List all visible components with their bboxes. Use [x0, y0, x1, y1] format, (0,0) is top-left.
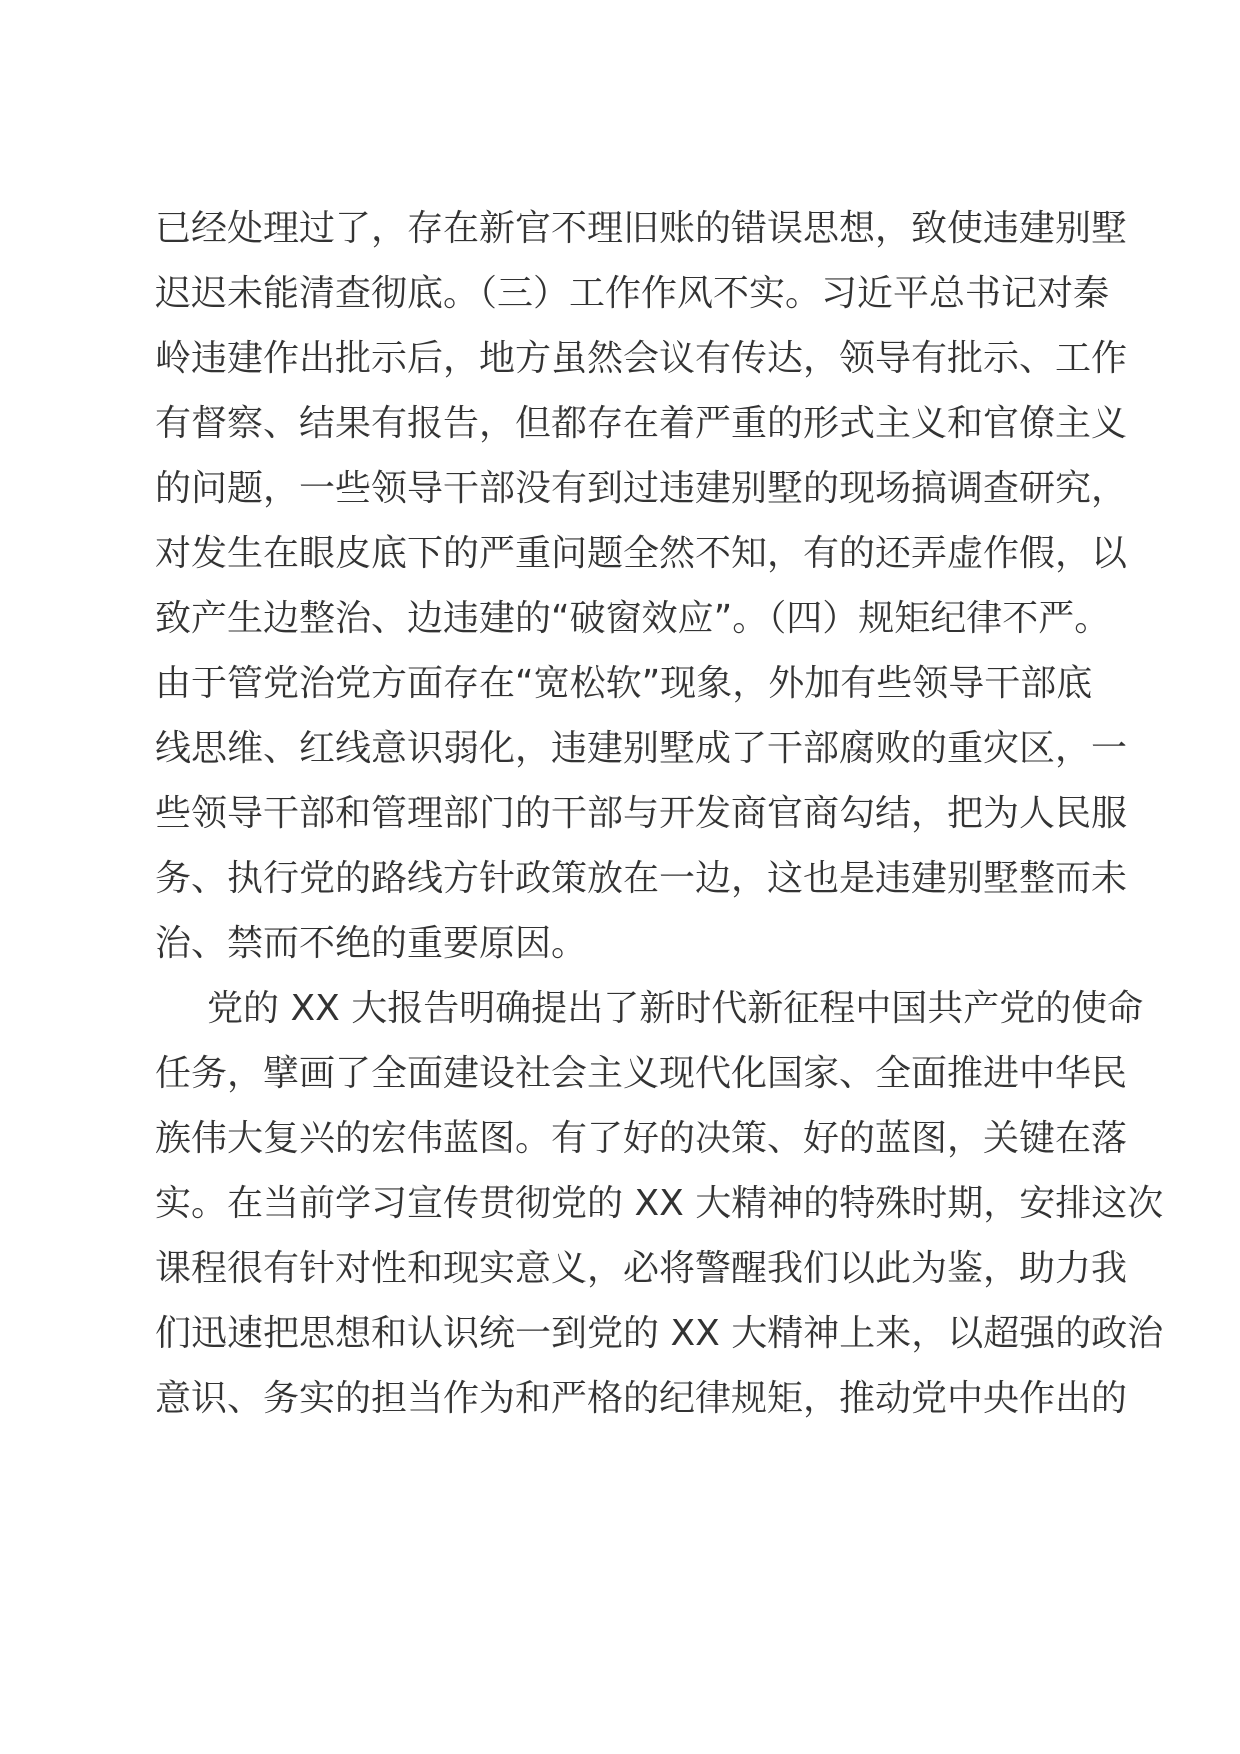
paragraph-1 — [155, 196, 1128, 976]
text-line: 对发生在眼皮底下的严重问题全然不知，有的还弄虚作假，以 — [155, 533, 1128, 574]
text-line: 治、禁而不绝的重要原因。 — [155, 923, 588, 964]
text-line: 课程很有针对性和现实意义，必将警醒我们以此为鉴，助力我 — [155, 1248, 1128, 1289]
text-line: 们迅速把思想和认识统一到党的 XX 大精神上来，以超强的政治 — [155, 1313, 1164, 1354]
text-line: 意识、务实的担当作为和严格的纪律规矩，推动党中央作出的 — [155, 1378, 1128, 1419]
text-line: 的问题，一些领导干部没有到过违建别墅的现场搞调查研究， — [155, 468, 1128, 509]
text-line: 迟迟未能清查彻底。（三）工作作风不实。习近平总书记对秦 — [155, 273, 1110, 314]
text-line: 由于管党治党方面存在“宽松软”现象，外加有些领导干部底 — [155, 663, 1093, 704]
text-line-first-indented: 党的 XX 大报告明确提出了新时代新征程中国共产党的使命 — [207, 988, 1144, 1029]
text-line: 族伟大复兴的宏伟蓝图。有了好的决策、好的蓝图，关键在落 — [155, 1118, 1128, 1159]
text-line: 线思维、红线意识弱化，违建别墅成了干部腐败的重灾区，一 — [155, 728, 1128, 769]
text-line: 务、执行党的路线方针政策放在一边，这也是违建别墅整而未 — [155, 858, 1128, 899]
text-line: 实。在当前学习宣传贯彻党的 XX 大精神的特殊时期，安排这次 — [155, 1183, 1164, 1224]
document-body — [155, 196, 1164, 1431]
text-line: 岭违建作出批示后，地方虽然会议有传达，领导有批示、工作 — [155, 338, 1128, 379]
text-line: 任务，擘画了全面建设社会主义现代化国家、全面推进中华民 — [155, 1053, 1128, 1094]
text-line: 有督察、结果有报告，但都存在着严重的形式主义和官僚主义 — [155, 403, 1128, 444]
text-line: 致产生边整治、边违建的“破窗效应”。（四）规矩纪律不严。 — [155, 598, 1111, 639]
text-line: 些领导干部和管理部门的干部与开发商官商勾结，把为人民服 — [155, 793, 1128, 834]
paragraph-2 — [155, 976, 1164, 1431]
text-line: 已经处理过了，存在新官不理旧账的错误思想，致使违建别墅 — [155, 208, 1128, 249]
